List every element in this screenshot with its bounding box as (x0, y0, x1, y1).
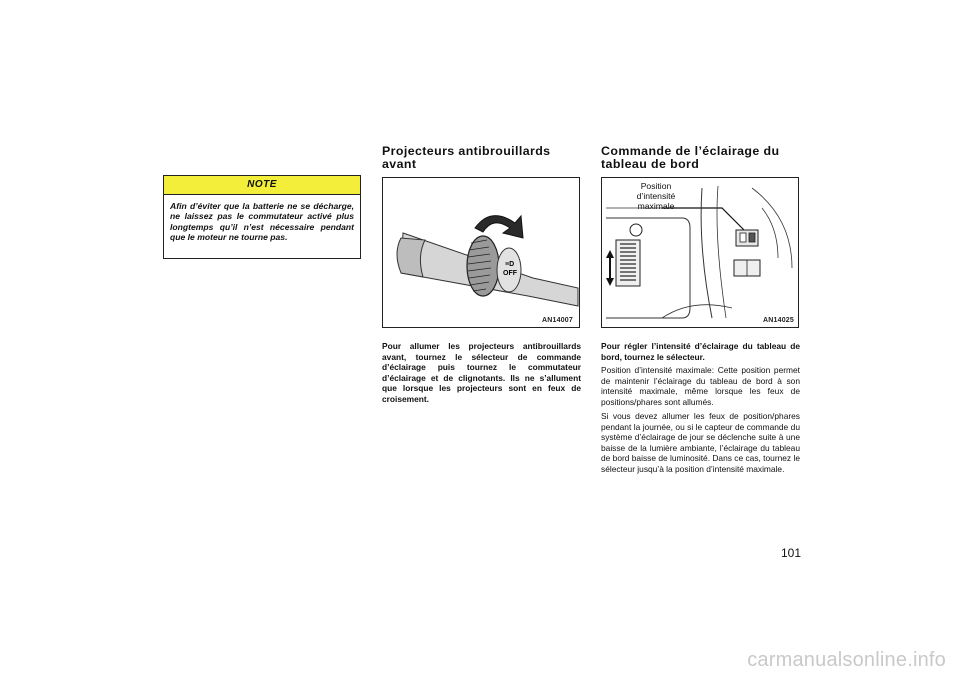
fog-switch-illustration (382, 177, 580, 328)
note-title: NOTE (164, 176, 360, 195)
dash-heading-line1: Commande de l’éclairage du (601, 144, 780, 158)
dash-paragraph-1: Pour régler l’intensité d’éclairage du tableau de bord, tournez le sélecteur. (601, 341, 800, 362)
fog-heading-line2: avant (382, 157, 417, 171)
max-intensity-callout (632, 181, 680, 211)
callout-line2: d’intensité (636, 191, 676, 201)
dash-paragraph-3: Si vous devez allumer les feux de position/phares pendant la journée, ou si le capteur de commande du système d’éclairage de jour se déclenche suite à une baisse de la lumière ambiante, l’éclairage du tableau de bord baisse de luminosité. Dans ce cas, tournez le sélecteur jusqu’à la position d’intensité maximale. (601, 411, 800, 474)
dash-light-heading (601, 145, 801, 171)
dash-heading-line2: tableau de bord (601, 157, 700, 171)
fog-figure-code: AN14007 (542, 317, 573, 324)
dash-paragraph-2: Position d’intensité maximale: Cette position permet de maintenir l’éclairage du tableau de bord à son intensité maximale, même lorsque les feux de positions/phares sont allumés. (601, 365, 800, 407)
watermark: carmanualsonline.info (747, 649, 946, 671)
dash-dimmer-illustration (601, 177, 799, 328)
fog-lamps-heading (382, 145, 582, 171)
svg-text:≡D: ≡D (505, 261, 515, 268)
callout-line3: maximale (637, 201, 675, 211)
page-number: 101 (781, 546, 802, 560)
note-text: Afin d’éviter que la batterie ne se décharge, ne laissez pas le commutateur activé plus longtemps qu’il n’est nécessaire pendant que le moteur ne tourne pas. (170, 201, 354, 243)
svg-text:OFF: OFF (503, 270, 517, 277)
note-box (163, 175, 361, 259)
fog-heading-line1: Projecteurs antibrouillards (382, 144, 551, 158)
fog-paragraph: Pour allumer les projecteurs antibrouillards avant, tournez le sélecteur de commande d’éclairage puis tournez le commutateur d’éclairage et de clignotants. Ils ne s’allument que lorsque les projecteurs sont en feux de croisement. (382, 341, 581, 404)
fog-switch-drawing (383, 178, 579, 327)
callout-line1: Position (640, 181, 672, 191)
dash-figure-code: AN14025 (763, 317, 794, 324)
